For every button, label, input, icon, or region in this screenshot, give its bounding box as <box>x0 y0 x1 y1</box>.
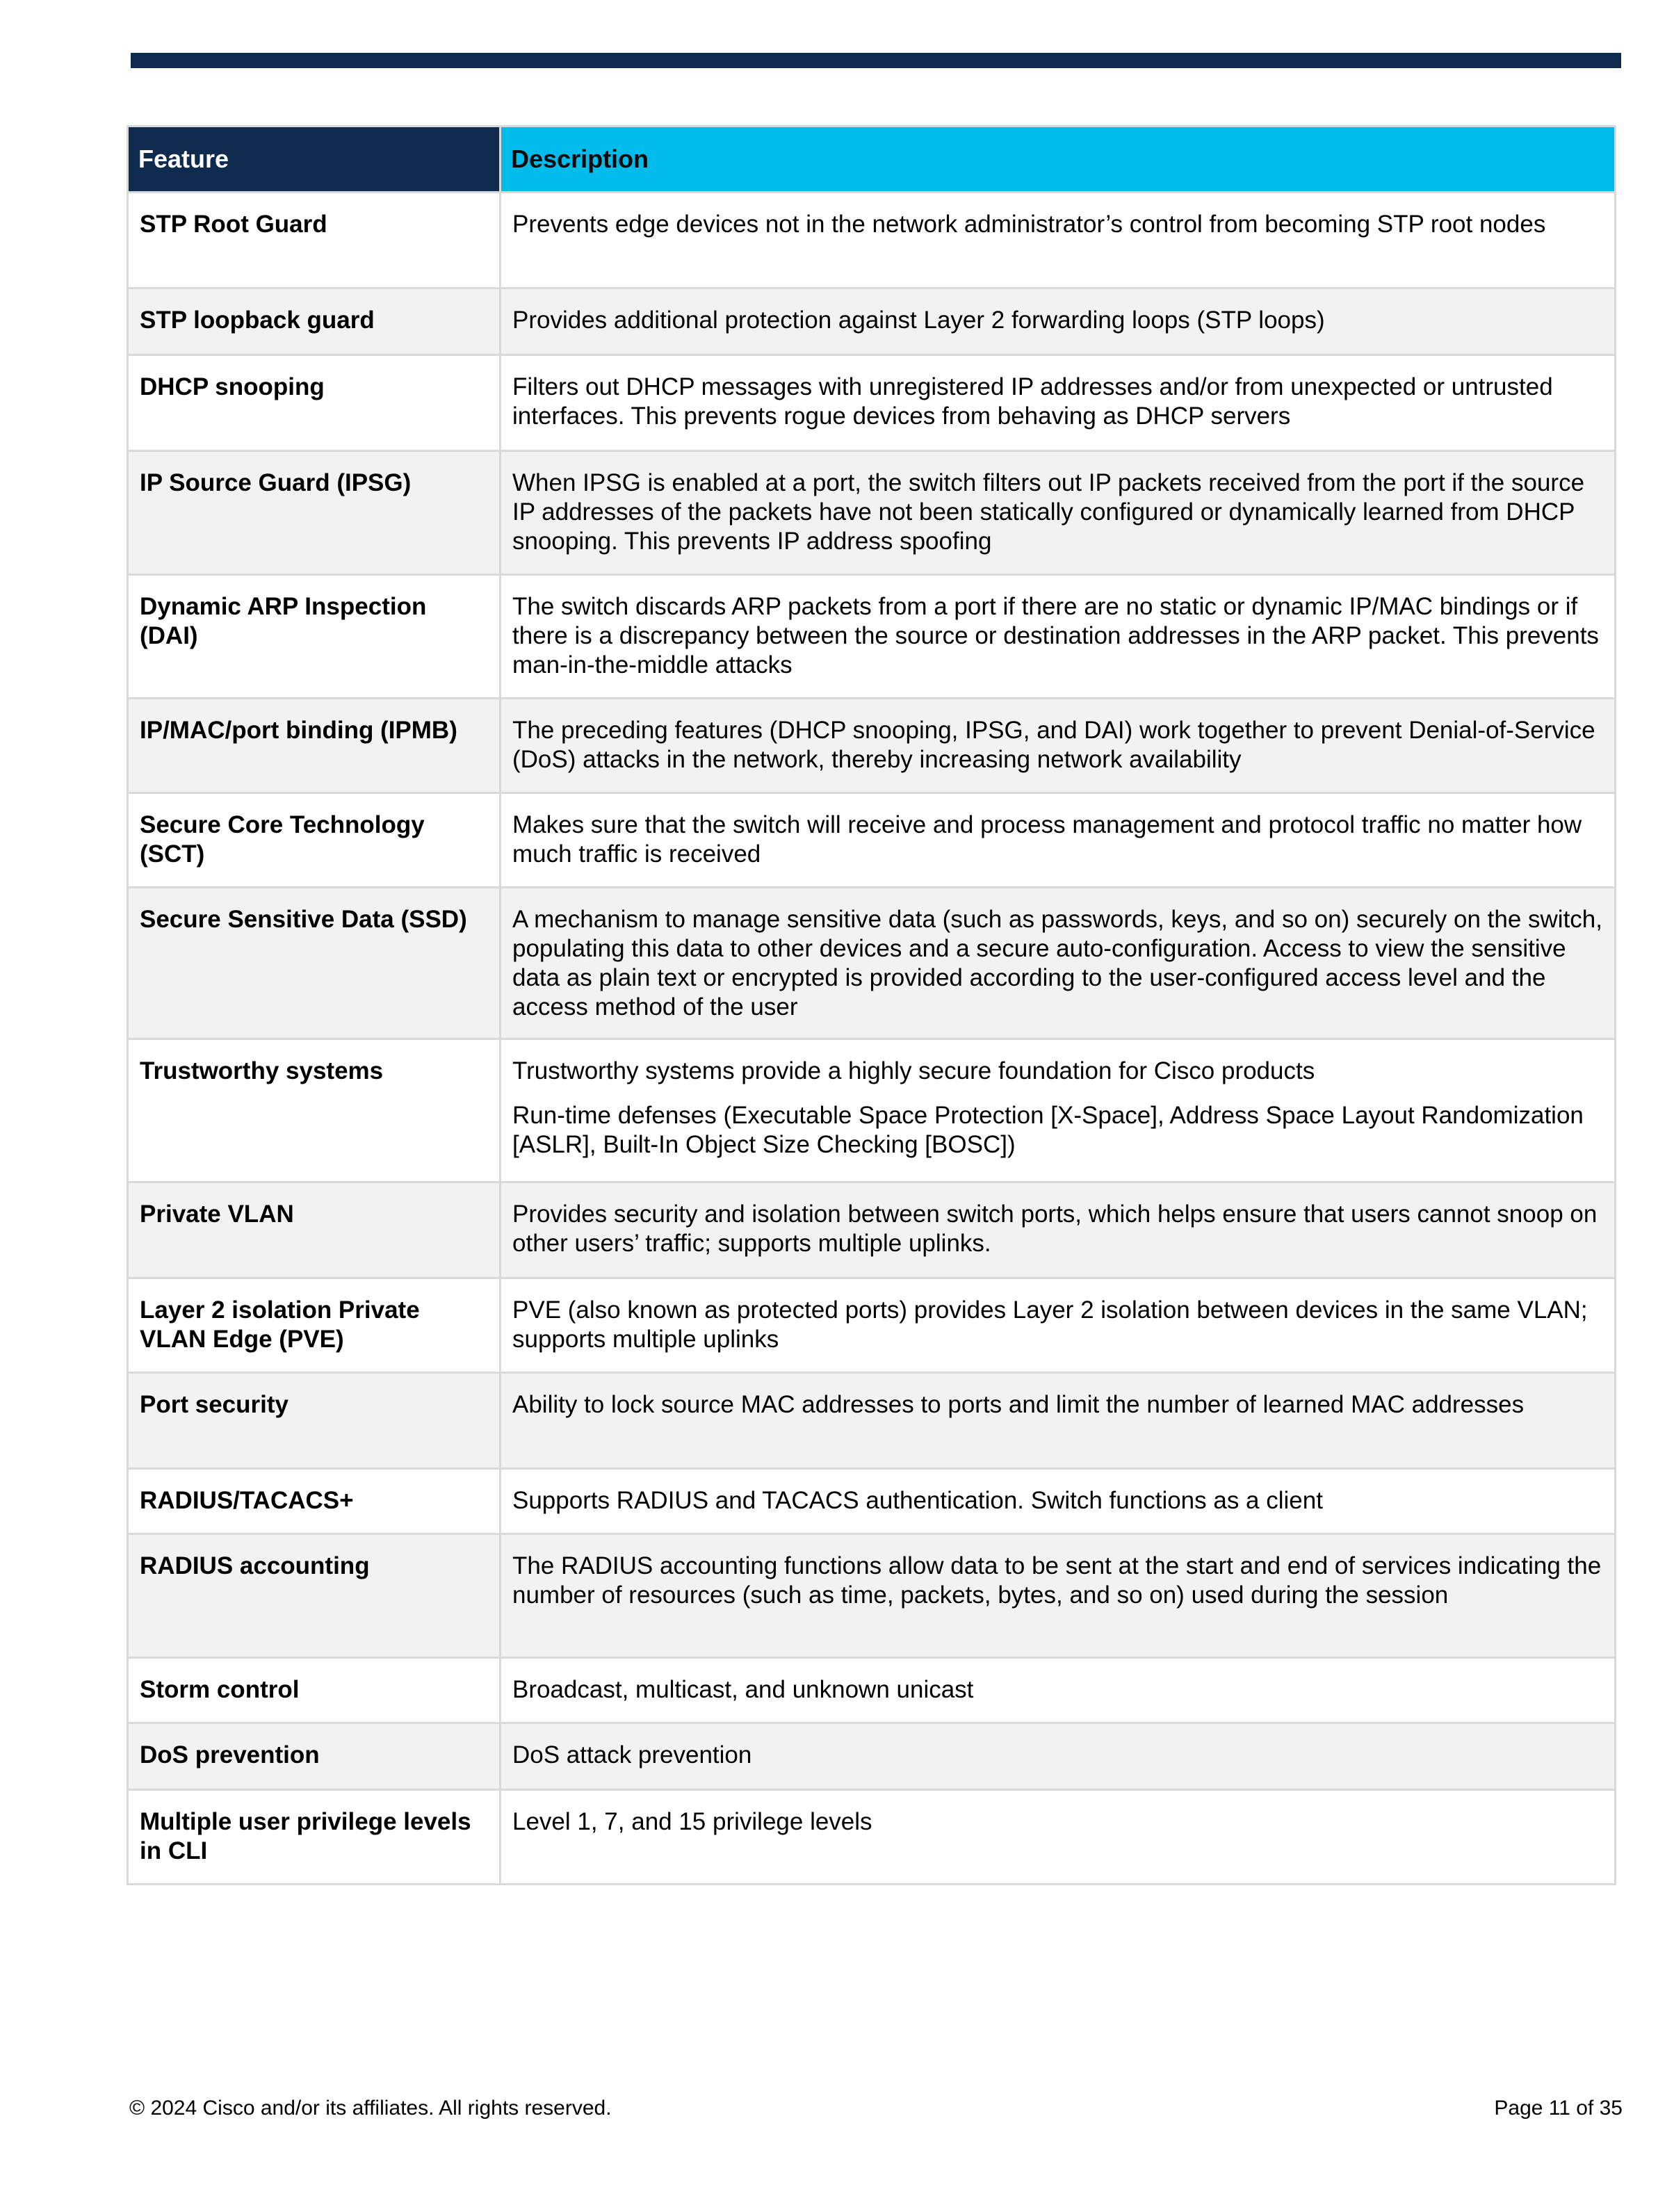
table-row <box>128 355 1616 451</box>
column-header-feature: Feature <box>128 127 501 193</box>
feature-cell: STP Root Guard <box>128 193 501 288</box>
feature-cell: Layer 2 isolation Private VLAN Edge (PVE) <box>128 1278 501 1373</box>
description-text: When IPSG is enabled at a port, the switch filters out IP packets received from the port if the source IP addresses of the packets have not been statically configured or dynamically learned from DHCP snooping. This prevents IP address spoofing <box>512 469 1585 555</box>
description-cell <box>501 1723 1616 1790</box>
feature-cell: IP/MAC/port binding (IPMB) <box>128 699 501 793</box>
description-cell <box>501 575 1616 699</box>
feature-cell: DHCP snooping <box>128 355 501 451</box>
table-row <box>128 575 1616 699</box>
description-cell <box>501 1278 1616 1373</box>
description-text: Level 1, 7, and 15 privilege levels <box>512 1808 872 1835</box>
description-cell <box>501 1182 1616 1278</box>
description-text: PVE (also known as protected ports) provides Layer 2 isolation between devices in the same VLAN; supports multiple uplinks <box>512 1296 1588 1353</box>
description-cell <box>501 193 1616 288</box>
feature-cell: Trustworthy systems <box>128 1039 501 1182</box>
header-accent-bar <box>131 53 1621 68</box>
description-text: Provides additional protection against Layer 2 forwarding loops (STP loops) <box>512 307 1325 334</box>
description-cell <box>501 793 1616 888</box>
description-cell <box>501 1534 1616 1658</box>
table-row <box>128 888 1616 1039</box>
table-row <box>128 193 1616 288</box>
table-row <box>128 1469 1616 1534</box>
description-text: Broadcast, multicast, and unknown unicast <box>512 1676 974 1703</box>
description-text: Trustworthy systems provide a highly secure foundation for Cisco products <box>512 1057 1315 1084</box>
description-text: Filters out DHCP messages with unregistered IP addresses and/or from unexpected or untrusted interfaces. This prevents rogue devices from behaving as DHCP servers <box>512 373 1553 430</box>
feature-cell: RADIUS/TACACS+ <box>128 1469 501 1534</box>
table-row <box>128 1658 1616 1723</box>
feature-cell: RADIUS accounting <box>128 1534 501 1658</box>
feature-cell: STP loopback guard <box>128 288 501 355</box>
table-row <box>128 1039 1616 1182</box>
table-row <box>128 793 1616 888</box>
description-cell <box>501 1469 1616 1534</box>
feature-cell: Storm control <box>128 1658 501 1723</box>
table-row <box>128 451 1616 575</box>
page-number: Page 11 of 35 <box>1494 2097 1623 2120</box>
description-text: Run-time defenses (Executable Space Protection [X-Space], Address Space Layout Randomization [ASLR], Built-In Object Size Checking [BOSC]) <box>512 1102 1584 1158</box>
description-cell <box>501 699 1616 793</box>
feature-cell: Secure Core Technology (SCT) <box>128 793 501 888</box>
description-cell <box>501 288 1616 355</box>
description-text: Provides security and isolation between switch ports, which helps ensure that users cannot snoop on other users’ traffic; supports multiple uplinks. <box>512 1201 1598 1257</box>
description-cell <box>501 1373 1616 1469</box>
table-row <box>128 288 1616 355</box>
description-text: The RADIUS accounting functions allow data to be sent at the start and end of services indicating the number of resources (such as time, packets, bytes, and so on) used during the session <box>512 1552 1602 1609</box>
description-text: A mechanism to manage sensitive data (such as passwords, keys, and so on) securely on the switch, populating this data to other devices and a secure auto-configuration. Access to view the sensitive data as plain text or encrypted is provided according to the user-configured access level and the access method of the user <box>512 906 1602 1020</box>
description-cell <box>501 1658 1616 1723</box>
table-row <box>128 1790 1616 1885</box>
table-row <box>128 1723 1616 1790</box>
table-header-row <box>128 127 1616 193</box>
features-table <box>127 125 1616 1885</box>
description-cell <box>501 451 1616 575</box>
feature-cell: Dynamic ARP Inspection (DAI) <box>128 575 501 699</box>
feature-cell: DoS prevention <box>128 1723 501 1790</box>
feature-cell: Multiple user privilege levels in CLI <box>128 1790 501 1885</box>
description-cell <box>501 355 1616 451</box>
description-text: Makes sure that the switch will receive and process management and protocol traffic no matter how much traffic is received <box>512 811 1582 868</box>
description-text: Supports RADIUS and TACACS authentication. Switch functions as a client <box>512 1487 1323 1514</box>
description-text: Ability to lock source MAC addresses to ports and limit the number of learned MAC addresses <box>512 1391 1525 1418</box>
copyright-notice: © 2024 Cisco and/or its affiliates. All rights reserved. <box>129 2097 612 2120</box>
description-text: The switch discards ARP packets from a port if there are no static or dynamic IP/MAC bindings or if there is a discrepancy between the source or destination addresses in the ARP packet. This prevents man-in-the-middle attacks <box>512 593 1599 678</box>
feature-cell: IP Source Guard (IPSG) <box>128 451 501 575</box>
table-row <box>128 1534 1616 1658</box>
feature-cell: Secure Sensitive Data (SSD) <box>128 888 501 1039</box>
feature-cell: Private VLAN <box>128 1182 501 1278</box>
column-header-description: Description <box>501 127 1616 193</box>
description-text: The preceding features (DHCP snooping, IPSG, and DAI) work together to prevent Denial-of-Service (DoS) attacks in the network, thereby increasing network availability <box>512 717 1595 773</box>
feature-cell: Port security <box>128 1373 501 1469</box>
table-row <box>128 699 1616 793</box>
table-row <box>128 1278 1616 1373</box>
description-cell <box>501 888 1616 1039</box>
table-row <box>128 1373 1616 1469</box>
description-cell <box>501 1790 1616 1885</box>
description-text: Prevents edge devices not in the network administrator’s control from becoming STP root nodes <box>512 211 1546 238</box>
description-cell <box>501 1039 1616 1182</box>
description-text: DoS attack prevention <box>512 1741 752 1768</box>
table-row <box>128 1182 1616 1278</box>
